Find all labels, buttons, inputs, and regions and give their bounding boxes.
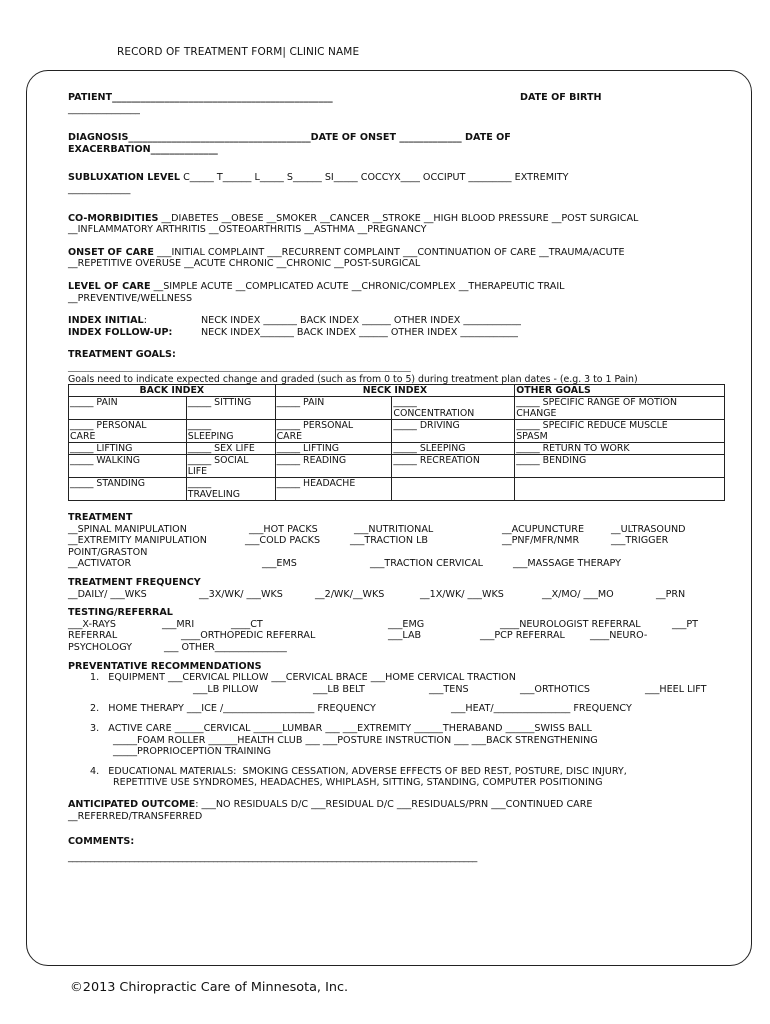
preventative-section	[68, 660, 708, 789]
table-cell[interactable]: _____ SPECIFIC RANGE OF MOTION CHANGE	[515, 397, 725, 420]
table-row	[69, 443, 725, 455]
extremity-manipulation[interactable]: __EXTREMITY MANIPULATION	[68, 535, 207, 547]
treatment-section	[68, 512, 708, 570]
lb-belt[interactable]: ___LB BELT	[313, 683, 365, 695]
active-care-line2[interactable]: _____FOAM ROLLER ______HEALTH CLUB ___ ___POSTURE INSTRUCTION ___ ___BACK STRENGTHENING	[113, 734, 598, 746]
testing-section	[68, 607, 708, 653]
table-row	[69, 478, 725, 501]
xrays[interactable]: ___X-RAYS	[68, 618, 116, 630]
header-back-index: BACK INDEX	[69, 385, 276, 397]
form-title: RECORD OF TREATMENT FORM| CLINIC NAME	[117, 46, 360, 58]
freq-daily[interactable]: __DAILY/ ___WKS	[68, 588, 147, 600]
table-cell[interactable]: _____ SLEEPING	[186, 420, 275, 443]
table-cell[interactable]: _____ PAIN	[275, 397, 392, 420]
copyright: ©2013 Chiropractic Care of Minnesota, Inc.	[70, 980, 349, 995]
referral-cont: REFERRAL	[68, 630, 118, 642]
other-referral[interactable]: ___ OTHER_______________	[164, 642, 287, 654]
exacerbation-field[interactable]: EXACERBATION______________	[68, 143, 218, 155]
table-cell[interactable]: _____ TRAVELING	[186, 478, 275, 501]
level-label: LEVEL OF CARE	[68, 280, 151, 292]
table-row	[69, 397, 725, 420]
lb-pillow[interactable]: ___LB PILLOW	[193, 683, 259, 695]
table-cell[interactable]: _____ SEX LIFE	[186, 443, 275, 455]
patient-field[interactable]: PATIENT______________________________________________	[68, 92, 333, 103]
table-row	[69, 420, 725, 443]
ultrasound[interactable]: __ULTRASOUND	[611, 523, 686, 535]
table-cell[interactable]	[515, 478, 725, 501]
psychology: PSYCHOLOGY	[68, 642, 133, 654]
point-graston: POINT/GRASTON	[68, 546, 148, 558]
table-row	[69, 455, 725, 478]
index-initial-label: INDEX INITIAL	[68, 315, 144, 327]
freq-3x[interactable]: __3X/WK/ ___WKS	[199, 588, 283, 600]
trigger[interactable]: ___TRIGGER	[611, 535, 669, 547]
activator[interactable]: __ACTIVATOR	[68, 558, 132, 570]
frequency-label: TREATMENT FREQUENCY	[68, 577, 201, 589]
comorbid-cont	[68, 224, 708, 236]
table-cell[interactable]: _____ WALKING	[69, 455, 187, 478]
level-cont-options[interactable]: __PREVENTIVE/WELLNESS	[68, 292, 193, 304]
onset-options[interactable]: ___INITIAL COMPLAINT ___RECURRENT COMPLAINT ___CONTINUATION OF CARE __TRAUMA/ACUTE	[154, 246, 625, 258]
table-cell[interactable]: _____ RECREATION	[392, 455, 515, 478]
subluxation-cont	[68, 184, 708, 196]
active-care-line1[interactable]: 3. ACTIVE CARE ______CERVICAL ______LUMBAR ___ ___EXTREMITY ______THERABAND ______SWISS BALL	[90, 723, 592, 734]
table-cell[interactable]: _____ PERSONAL CARE	[275, 420, 392, 443]
hot-packs[interactable]: ___HOT PACKS	[249, 523, 318, 535]
header-neck-index: NECK INDEX	[275, 385, 515, 397]
dob-field[interactable]: DATE OF BIRTH	[520, 92, 602, 103]
table-cell[interactable]: _____ CONCENTRATION	[392, 397, 515, 420]
exacerbation-row	[68, 144, 708, 156]
table-cell[interactable]: _____ RETURN TO WORK	[515, 443, 725, 455]
heel-lift[interactable]: ___HEEL LIFT	[645, 683, 707, 695]
goals-rule-row	[68, 362, 708, 374]
comorbid-row	[68, 213, 708, 225]
index-follow-row	[68, 327, 708, 339]
goals-note: Goals need to indicate expected change and graded (such as from 0 to 5) during treatment plan dates - (e.g. 3 to 1 Pain)	[68, 373, 638, 385]
ems[interactable]: ___EMS	[262, 558, 297, 570]
level-cont	[68, 293, 708, 305]
emg[interactable]: ___EMG	[388, 618, 425, 630]
onset-cont-options[interactable]: __REPETITIVE OVERUSE __ACUTE CHRONIC __CHRONIC __POST-SURGICAL	[68, 258, 421, 270]
index-initial-values[interactable]: NECK INDEX _______ BACK INDEX ______ OTHER INDEX ____________	[201, 315, 521, 327]
massage-therapy[interactable]: ___MASSAGE THERAPY	[513, 558, 621, 570]
comments-section	[68, 836, 708, 863]
outcome-label: ANTICIPATED OUTCOME	[68, 798, 196, 810]
diagnosis-field[interactable]: DIAGNOSIS______________________________________DATE OF ONSET _____________ DATE OF	[68, 132, 511, 144]
orthotics[interactable]: ___ORTHOTICS	[520, 683, 591, 695]
acupuncture[interactable]: __ACUPUNCTURE	[502, 523, 585, 535]
table-cell[interactable]: _____ LIFTING	[69, 443, 187, 455]
subluxation-options[interactable]: C_____ T______ L_____ S______ SI_____ COCCYX____ OCCIPUT _________ EXTREMITY	[180, 172, 569, 184]
freq-1x[interactable]: __1X/WK/ ___WKS	[420, 588, 504, 600]
subluxation-row	[68, 172, 708, 184]
patient-cont	[68, 104, 708, 116]
outcome-options[interactable]: : ___NO RESIDUALS D/C ___RESIDUAL D/C ___RESIDUALS/PRN ___CONTINUED CARE	[195, 798, 593, 810]
freq-prn[interactable]: __PRN	[656, 588, 686, 600]
treatment-label: TREATMENT	[68, 512, 133, 524]
comorbid-label: CO-MORBIDITIES	[68, 212, 159, 224]
preventative-label: PREVENTATIVE RECOMMENDATIONS	[68, 660, 262, 672]
home-therapy-heat[interactable]: ___HEAT/________________ FREQUENCY	[451, 703, 632, 715]
table-cell[interactable]	[392, 478, 515, 501]
table-cell[interactable]: _____ STANDING	[69, 478, 187, 501]
comorbid-options[interactable]: __DIABETES __OBESE __SMOKER __CANCER __STROKE __HIGH BLOOD PRESSURE __POST SURGICAL	[158, 212, 639, 224]
level-row	[68, 281, 708, 293]
onset-label: ONSET OF CARE	[68, 246, 154, 258]
pt[interactable]: ___PT	[672, 618, 699, 630]
orthopedic-referral[interactable]: ____ORTHOPEDIC REFERRAL	[181, 630, 316, 642]
cold-packs[interactable]: ___COLD PACKS	[245, 535, 321, 547]
diagnosis-row	[68, 132, 708, 144]
table-cell[interactable]: _____ SITTING	[186, 397, 275, 420]
equipment-line[interactable]: 1. EQUIPMENT ___CERVICAL PILLOW ___CERVICAL BRACE ___HOME CERVICAL TRACTION	[90, 672, 516, 684]
table-cell[interactable]: _____ PAIN	[69, 397, 187, 420]
index-follow-label: INDEX FOLLOW-UP:	[68, 326, 173, 338]
goals-row	[68, 349, 708, 361]
freq-2x[interactable]: __2/WK/__WKS	[315, 588, 385, 600]
frequency-section	[68, 577, 708, 600]
ct[interactable]: ____CT	[231, 618, 263, 630]
educational-line1[interactable]: 4. EDUCATIONAL MATERIALS: SMOKING CESSATION, ADVERSE EFFECTS OF BED REST, POSTURE, DISC INJURY,	[90, 765, 627, 777]
subluxation-label: SUBLUXATION LEVEL	[68, 172, 181, 184]
header-other-goals: OTHER GOALS	[515, 385, 725, 397]
goals-rule[interactable]: ________________________________________________________________________________________________________	[68, 362, 411, 372]
subluxation-cont-line[interactable]: _____________	[68, 183, 131, 195]
table-cell[interactable]: _____ LIFTING	[275, 443, 392, 455]
mri[interactable]: ___MRI	[162, 618, 195, 630]
nutritional[interactable]: ___NUTRITIONAL	[354, 523, 434, 535]
table-cell[interactable]: _____ BENDING	[515, 455, 725, 478]
comments-field[interactable]: _____________________________________________________________________________________________	[68, 851, 477, 863]
goals-table-wrap	[68, 384, 708, 501]
lab[interactable]: ___LAB	[388, 630, 422, 642]
form-content	[68, 92, 708, 863]
level-options[interactable]: __SIMPLE ACUTE __COMPLICATED ACUTE __CHRONIC/COMPLEX __THERAPEUTIC TRAIL	[150, 280, 565, 292]
educational-line2: REPETITIVE USE SYNDROMES, HEADACHES, WHIPLASH, SITTING, STANDING, COMPUTER POSITIONING	[113, 777, 603, 789]
table-cell[interactable]: _____ HEADACHE	[275, 478, 392, 501]
neuro[interactable]: ____NEURO-	[590, 630, 648, 642]
table-cell[interactable]: _____ READING	[275, 455, 392, 478]
home-therapy-ice[interactable]: 2. HOME THERAPY ___ICE /___________________ FREQUENCY	[90, 703, 376, 715]
index-follow-values[interactable]: NECK INDEX_______ BACK INDEX ______ OTHER INDEX ____________	[201, 326, 518, 338]
active-care-line3[interactable]: _____PROPRIOCEPTION TRAINING	[113, 746, 271, 758]
onset-row	[68, 247, 708, 259]
comments-label: COMMENTS:	[68, 836, 135, 848]
goals-table	[68, 384, 725, 501]
table-cell[interactable]: _____ SOCIAL LIFE	[186, 455, 275, 478]
pnf-mfr-nmr[interactable]: __PNF/MFR/NMR	[502, 535, 580, 547]
outcome-referred[interactable]: __REFERRED/TRANSFERRED	[68, 810, 203, 822]
comorbid-cont-options[interactable]: __INFLAMMATORY ARTHRITIS __OSTEOARTHRITIS __ASTHMA __PREGNANCY	[68, 224, 427, 236]
onset-cont	[68, 258, 708, 270]
pcp-referral[interactable]: ___PCP REFERRAL	[480, 630, 565, 642]
index-initial-row	[68, 315, 708, 327]
table-cell[interactable]: _____ SLEEPING	[392, 443, 515, 455]
index-initial-colon: :	[143, 315, 147, 327]
patient-cont-line: _______________	[68, 103, 140, 115]
tens[interactable]: ___TENS	[429, 683, 469, 695]
goals-label: TREATMENT GOALS:	[68, 349, 176, 361]
patient-row	[68, 92, 708, 104]
table-cell[interactable]: _____ PERSONAL CARE	[69, 420, 187, 443]
neurologist-referral[interactable]: ____NEUROLOGIST REFERRAL	[500, 618, 641, 630]
freq-month[interactable]: __X/MO/ ___MO	[542, 588, 614, 600]
outcome-section	[68, 799, 708, 822]
table-cell[interactable]: _____ DRIVING	[392, 420, 515, 443]
testing-label: TESTING/REFERRAL	[68, 607, 173, 619]
table-cell[interactable]: _____ SPECIFIC REDUCE MUSCLE SPASM	[515, 420, 725, 443]
traction-cervical[interactable]: ___TRACTION CERVICAL	[370, 558, 483, 570]
spinal-manipulation[interactable]: __SPINAL MANIPULATION	[68, 523, 187, 535]
traction-lb[interactable]: ___TRACTION LB	[350, 535, 429, 547]
